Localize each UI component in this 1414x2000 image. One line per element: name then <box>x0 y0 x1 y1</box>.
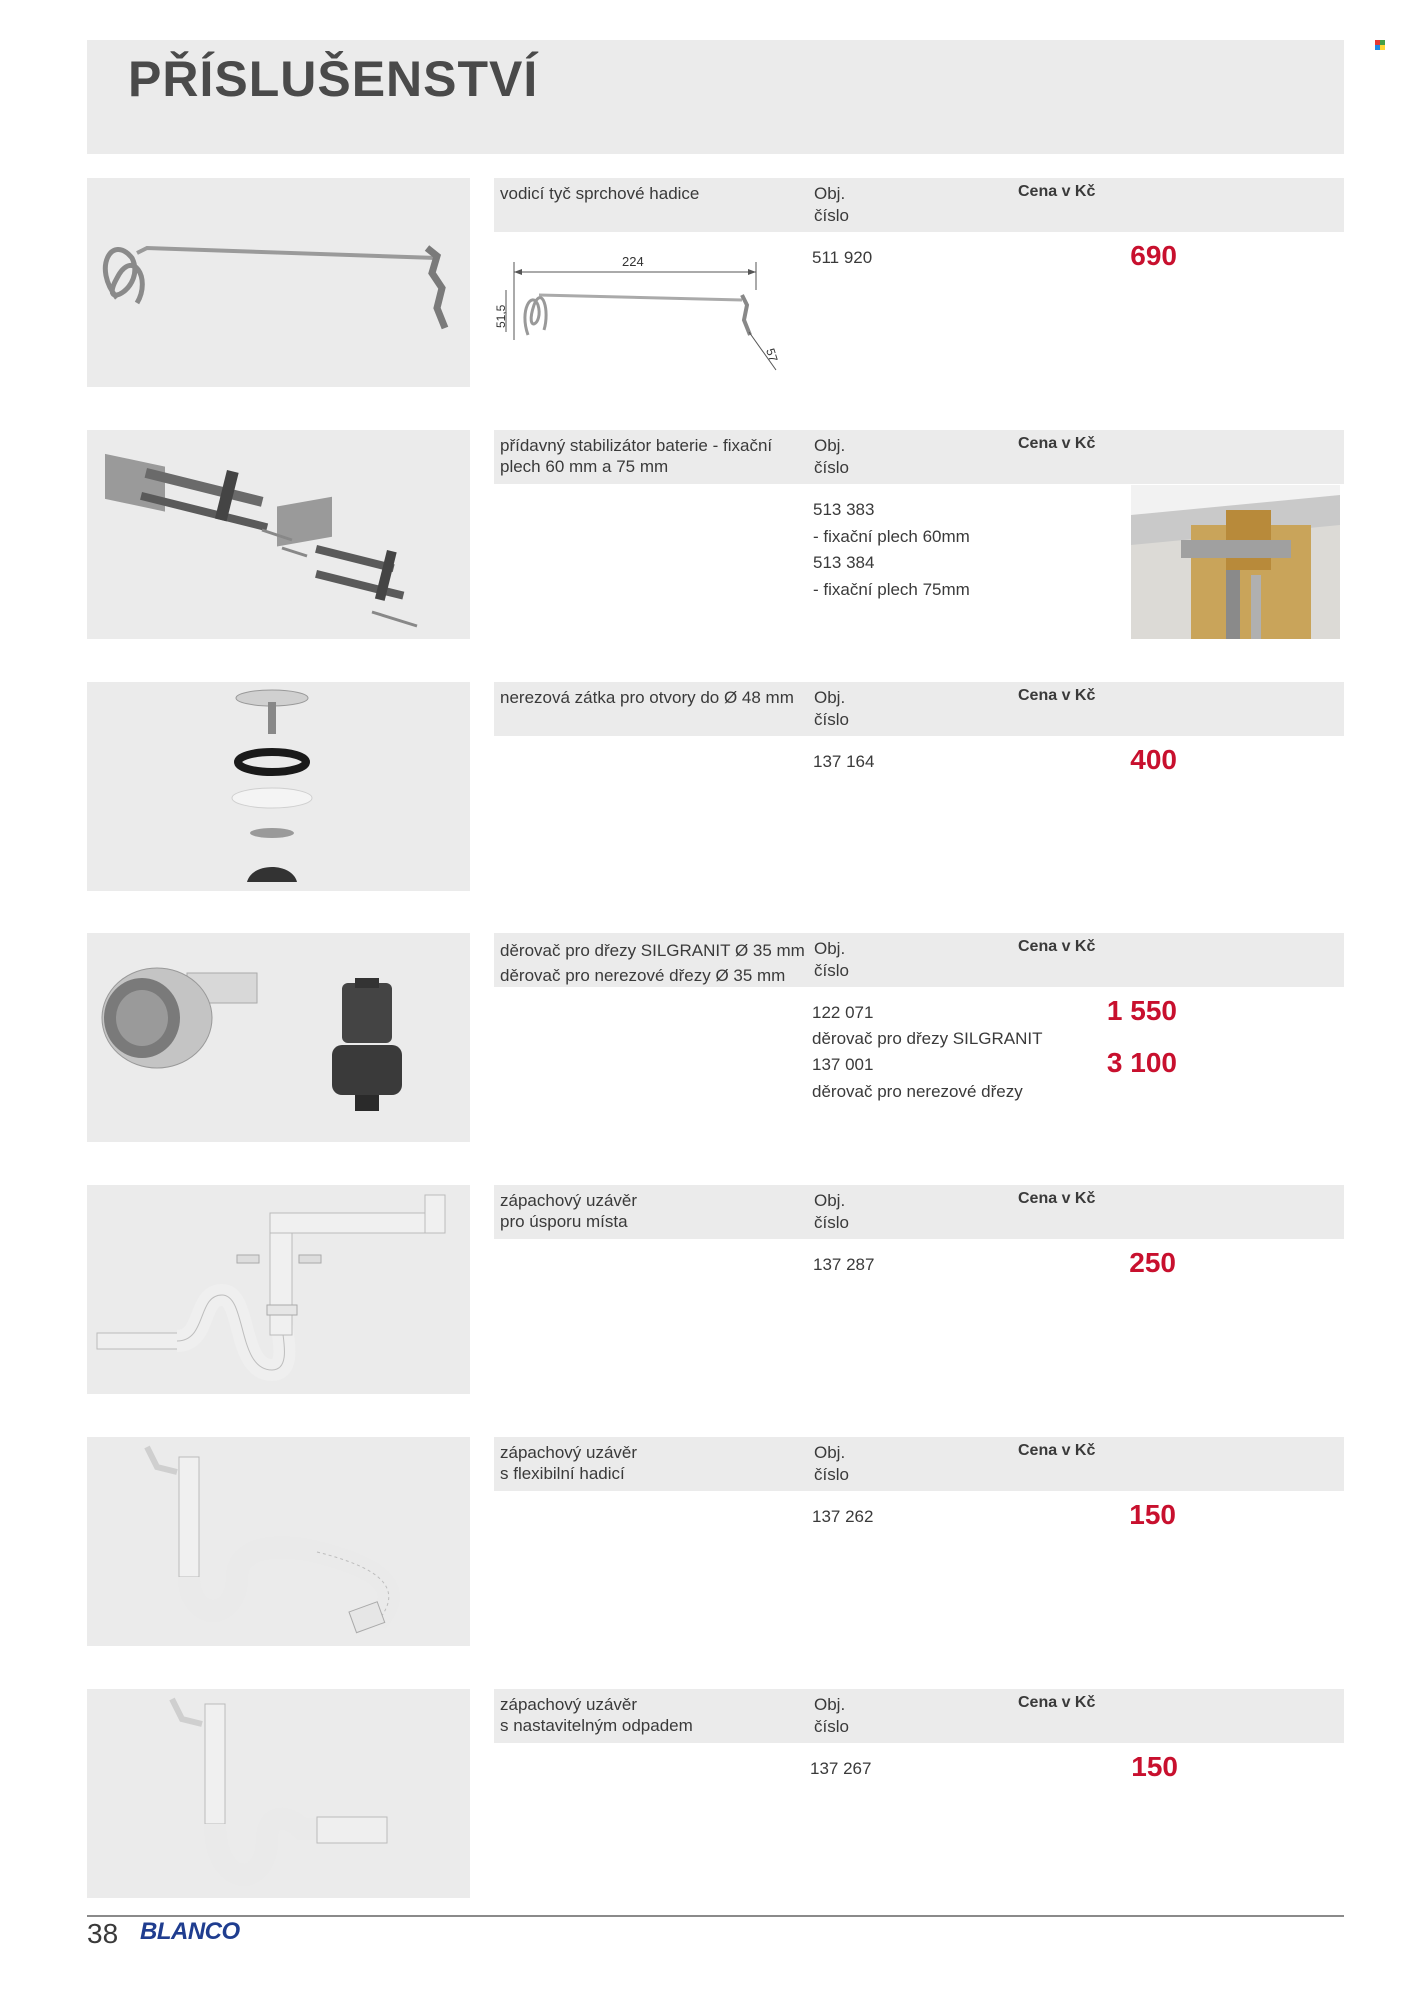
footer-divider <box>87 1915 1344 1917</box>
product-description: zápachový uzávěr pro úsporu místa <box>500 1191 638 1231</box>
product-row-plug <box>87 682 1344 891</box>
title-banner <box>87 40 1344 154</box>
price-value: 690 <box>1130 240 1177 271</box>
product-description: nerezová zátka pro otvory do Ø 48 mm <box>500 688 794 707</box>
obj-number-label: Obj. číslo <box>814 1191 849 1232</box>
order-code: 137 001 <box>812 1055 874 1074</box>
obj-number-label: Obj. číslo <box>814 184 849 225</box>
order-code: 511 920 <box>812 248 873 267</box>
product-header <box>494 933 1344 987</box>
price-value: 3 100 <box>1106 1047 1177 1078</box>
product-row-hole-punch <box>87 933 1344 1142</box>
page-title: PŘÍSLUŠENSTVÍ <box>128 51 539 107</box>
price-label: Cena v Kč <box>1018 1694 1096 1711</box>
product-row-shower-guide <box>87 178 1344 387</box>
product-image-siphon-flexible <box>87 1437 470 1646</box>
product-header <box>494 1185 1344 1239</box>
product-description: zápachový uzávěr s flexibilní hadicí <box>500 1443 638 1483</box>
product-description: děrovač pro dřezy SILGRANIT Ø 35 mm děrovač pro nerezové dřezy Ø 35 mm <box>500 941 805 985</box>
product-image-plug <box>87 682 470 891</box>
order-note: děrovač pro nerezové dřezy <box>812 1082 1023 1101</box>
product-image-shower-guide <box>87 178 470 387</box>
order-code: 137 164 <box>813 752 875 771</box>
product-description: přídavný stabilizátor baterie - fixační plech 60 mm a 75 mm <box>500 436 773 476</box>
price-value: 150 <box>1129 1499 1176 1530</box>
product-row-siphon-space-saving <box>87 1185 1344 1394</box>
product-description: vodicí tyč sprchové hadice <box>500 184 700 203</box>
order-code: 137 262 <box>812 1507 874 1526</box>
price-label: Cena v Kč <box>1018 938 1096 955</box>
dimension-drawing <box>494 250 794 390</box>
product-image-siphon-space-saving <box>87 1185 470 1394</box>
brand-logo: BLANCO <box>140 1918 240 1945</box>
product-image-stabilizer <box>87 430 470 639</box>
obj-number-label: Obj. číslo <box>814 939 849 980</box>
product-image-hole-punch <box>87 933 470 1142</box>
dim-angle: 57 <box>763 346 781 364</box>
product-header <box>494 1689 1344 1743</box>
installation-photo <box>1131 485 1340 639</box>
price-value: 1 550 <box>1106 995 1177 1026</box>
product-header <box>494 1437 1344 1491</box>
page-number: 38 <box>87 1918 119 1949</box>
product-image-siphon-adjustable <box>87 1689 470 1898</box>
product-header <box>494 178 1344 232</box>
price-value: 150 <box>1131 1751 1178 1782</box>
order-code: 122 071 <box>812 1003 874 1022</box>
obj-number-label: Obj. číslo <box>814 1695 849 1736</box>
dim-height: 51,5 <box>494 304 508 328</box>
product-header <box>494 430 1344 484</box>
product-row-siphon-flexible <box>87 1437 1344 1646</box>
order-code: 137 287 <box>813 1255 875 1274</box>
product-description: zápachový uzávěr s nastavitelným odpadem <box>500 1695 693 1735</box>
order-note: - fixační plech 75mm <box>813 580 970 599</box>
corner-color-mark <box>1375 40 1385 50</box>
order-code: 513 384 <box>813 553 875 572</box>
price-label: Cena v Kč <box>1018 1190 1096 1207</box>
dim-width: 224 <box>622 254 644 269</box>
price-value: 400 <box>1130 744 1177 775</box>
order-note: - fixační plech 60mm <box>813 527 970 546</box>
order-code: 513 383 <box>813 500 875 519</box>
product-row-siphon-adjustable <box>87 1689 1344 1898</box>
price-label: Cena v Kč <box>1018 687 1096 704</box>
obj-number-label: Obj. číslo <box>814 688 849 729</box>
obj-number-label: Obj. číslo <box>814 1443 849 1484</box>
price-label: Cena v Kč <box>1018 435 1096 452</box>
price-value: 250 <box>1129 1247 1176 1278</box>
price-label: Cena v Kč <box>1018 1442 1096 1459</box>
obj-number-label: Obj. číslo <box>814 436 849 477</box>
order-code: 137 267 <box>810 1759 872 1778</box>
order-note: děrovač pro dřezy SILGRANIT <box>812 1029 1043 1048</box>
product-header <box>494 682 1344 736</box>
price-label: Cena v Kč <box>1018 183 1096 200</box>
